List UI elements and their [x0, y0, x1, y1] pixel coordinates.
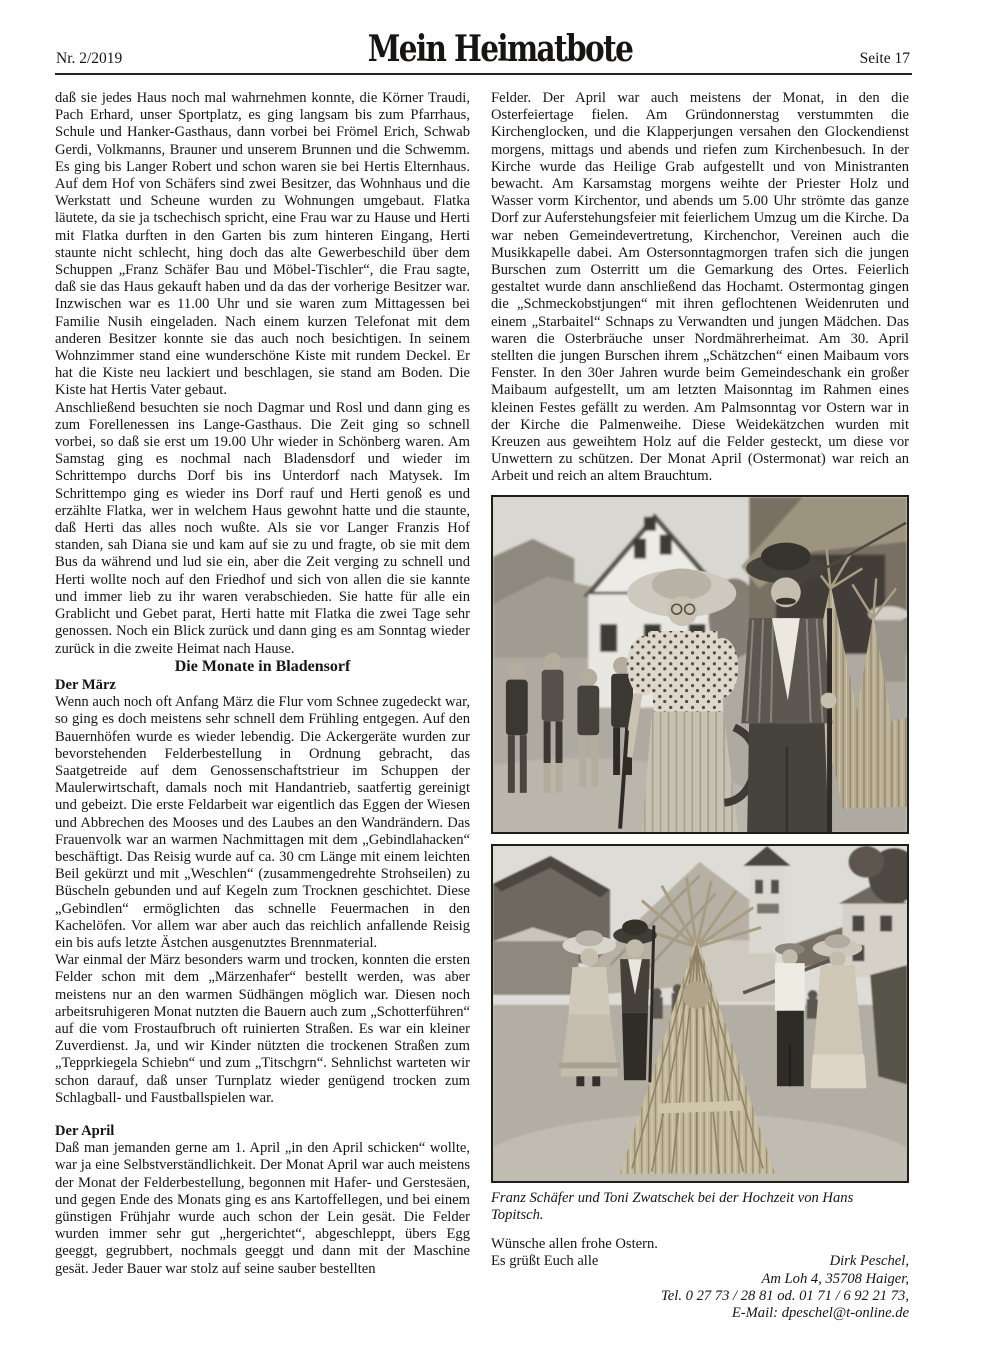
photo-caption: Franz Schäfer und Toni Zwatschek bei der Hochzeit von Hans Topitsch. [491, 1189, 854, 1223]
body-paragraph: Felder. Der April war auch meistens der Monat, in den die Osterfeiertage fielen. Am Gründonnerstag verstummten die Kirchenglocken, und die Klapperjungen versahen den Glockendienst morgens, mittags und abends und riefen zum Kirchenbesuch. In der Kirche wurde das Heilige Grab aufgestellt und von Ministranten bewacht. Am Karsamstag morgens weihte der Priester Holz und Wasser vorm Kirchentor, und abends um 5.00 Uhr strömte das ganze Dorf zur Auferstehungsfeier mit feierlichem Umzug um die Kirche. Da war neben Gemeindevertretung, Kirchenchor, Vereinen auch die Musikkapelle dabei. Am Ostersonntagmorgen trafen sich die jungen Burschen zum Osterritt um die Gemarkung des Ortes. Feierlich gestaltet wurde dann anschließend das Hochamt. Ostermontag gingen die „Schmeckobstjungen“ mit ihren geflochtenen Weidenruten und einem „Starbaitel“ Schnaps zu Verwandten und jungen Mädchen. Das waren die Osterbräuche unser Nordmährerheimat. Am 30. April stellten die jungen Burschen ihrem „Schätzchen“ einen Maibaum vors Fenster. In den 30er Jahren wurde beim Gemeindeschank ein großer Maibaum aufgestellt, um am letzten Maisonntag im Rahmen eines kleinen Festes gefällt zu werden. Am Palmsonntag vor Ostern war in der Kirche die Palmenweihe. Diese Weidekätzchen wurden mit Kreuzen aus geweihtem Holz auf die Felder gesteckt, um diese vor Unwettern zu schützen. Der Monat April (Ostermonat) war reich an Arbeit und reich an altem Brauchtum. [491, 90, 909, 485]
photo-straw-figure-procession [491, 844, 909, 1183]
signature-phone: Tel. 0 27 73 / 28 81 od. 01 71 / 6 92 21 73, [661, 1287, 909, 1304]
left-couple [559, 920, 657, 1087]
left-column [55, 90, 470, 1278]
signature-email: E-Mail: dpeschel@t-online.de [731, 1305, 909, 1322]
subheading-march: Der März [55, 676, 116, 693]
signature-name: Dirk Peschel, [829, 1253, 909, 1270]
body-paragraph: Wenn auch noch oft Anfang März die Flur vom Schnee zugedeckt war, so ging es doch meistens sehr schnell dem Frühling entgegen. Auf den Bauernhöfen wurde es wieder lebendig. Die Ackergeräte wurden zur bevorstehenden Felderbestellung in Ordnung gebracht, das Saatgetreide auf dem Genossenschaftstrieur im Schuppen der Maulerwirtschaft, damals noch mit Handantrieb, saatfertig gereinigt und gebeizt. Die erste Feldarbeit war eigentlich das Eggen der Wiesen und Abbrechen des Mooses und des Laubes an den Wandrändern. Das Frauenvolk war an warmen Nachmittagen mit dem „Gebindlahacken“ beschäftigt. Das Reisig wurde auf ca. 30 cm Länge mit einem leichten Beil gekürzt und mit „Weschlen“ (zusammengedrehte Strohseilen) zu Büscheln gebunden und auf Kegeln zum Trocknen geschichtet. Diese „Gebindlen“ ermöglichten das schnelle Feuermachen in den Kachelöfen. Vor allem war aber auch das reichlich anfallende Reisig ein bis aufs letzte Ästchen ausgenutztes Brennmaterial. [55, 694, 470, 951]
issue-number: Nr. 2/2019 [56, 50, 123, 67]
photo-wedding-procession-image [491, 495, 909, 835]
signature-block [491, 1271, 909, 1323]
body-paragraph: War einmal der März besonders warm und trocken, konnten die ersten Felder schon mit dem „Märzenhafer“ bestellt werden, was aber meistens nur an den warmen Südhängen möglich war. Diesen noch arbeitsruhigeren Monat nutzten die Bauern auch zum „Schotterführen“ auf die vom Frostaufbruch oft ruinierten Straßen. Es war ein kleiner Zuverdienst. Ja, und wir Kinder nützten die trockenen Straßen zum „Tepprkiegela Schiebn“ und zum „Titschgrn“. Sehnlichst warteten wir schon darauf, daß unser Turnplatz wieder genügend trocken zum Schlagball- und Faustballspielen war. [55, 952, 470, 1106]
signature-row [491, 1253, 909, 1270]
page-number: Seite 17 [859, 50, 910, 67]
section-title: Die Monate in Bladensorf [174, 657, 351, 675]
masthead-title: Mein Heimatbote [367, 28, 633, 70]
subheading-april: Der April [55, 1122, 115, 1139]
header-rule [55, 73, 912, 75]
body-paragraph: Daß man jemanden gerne am 1. April „in den April schicken“ wollte, war ja eine Selbstverständlichkeit. Der Monat April war auch meistens der Monat der Felderbestellung, begonnen mit Hafer- und Gerstesäen, und gegen Ende des Monats ging es ans Kartoffellegen, und bei einem günstigen Frühjahr wurde auch schon der Lein gesät. Die Felder wurden immer sehr gut „hergerichtet“, abgeschleppt, übers Egg geeggt, gegrubbert, nochmals geeggt und dann mit der Maschine gesät. Jeder Bauer war stolz auf seine sauber bestellten [55, 1140, 470, 1277]
body-paragraph: daß sie jedes Haus noch mal wahrnehmen konnte, die Körner Traudi, Pach Erhard, unser Sportplatz, es ging langsam bis zum Pfarrhaus, Schule und Hanker-Gasthaus, dann vorbei bei Frömel Erich, Schwab Gerdi, Volkmanns, Brauner und unserem Brunnen und die Schwemm. Es ging bis Langer Robert und schon waren sie bei Hertis Elternhaus. Auf dem Hof von Schäfers sind zwei Besitzer, das Wohnhaus und die Werkstatt und Scheune wurden zu Wohnungen umgebaut. Flatka läutete, da sie ja tschechisch spricht, eine Frau war zu Hause und Herti mit Flatka durften in den Garten bis zum hinteren Eingang, Herti staunte nicht schlecht, hing doch das alte Gewerbeschild über dem Schuppen „Franz Schäfer Bau und Möbel-Tischler“, die Frau sagte, daß sie das Haus gekauft haben und da das der vorherige Besitzer war. Inzwischen war es 11.00 Uhr und sie waren zum Mittagessen bei Familie Nusih eingeladen. Nach einem kurzen Telefonat mit dem anderen Besitzer konnte sie das auch noch besichtigen. In seinem Wohnzimmer stand eine wunderschöne Kiste mit rundem Deckel. Er hat die Kiste neu lackiert und beschlagen, sie stand am Boden. Die Kiste hat Hertis Vater gebaut. [55, 90, 470, 399]
easter-wish: Wünsche allen frohe Ostern. [491, 1236, 658, 1253]
photo-wedding-procession [491, 495, 909, 835]
photo-straw-figure-image [491, 844, 909, 1183]
right-column [491, 90, 909, 1322]
greeting-text: Es grüßt Euch alle [491, 1253, 599, 1270]
signature-address: Am Loh 4, 35708 Haiger, [761, 1270, 909, 1287]
body-paragraph: Anschließend besuchten sie noch Dagmar und Rosl und dann ging es zum Forellenessen ins Lange-Gasthaus. Die Zeit ging so schnell vorbei, so daß sie erst um 19.00 Uhr wieder in Schönberg waren. Am Samstag ging es nochmal nach Bladensdorf und wieder im Schrittempo durchs Dorf bis ins Unterdorf nach Matysek. Im Schrittempo ging es wieder ins Dorf rauf und Herti genoß es und erzählte Flatka, wer in welchem Haus gewohnt hatte und die staunte, daß Herti das alles noch wußte. Als sie vor Langer Franzis Hof standen, sah Diana sie und kam auf sie zu und fragte, ob sie mit dem Bus da während und lud sie ein, aber die Zeit verging zu schnell und Herti wollte noch auf den Friedhof und sich von allen die sie kannte und immer lieb zu ihr waren verabschieden. Sie hatte für alle ein Grablicht und Gebet parat, Herti hatte mit Flatka die zwei Tage sehr genossen. Noch ein Blick zurück und dann ging es am Sonntag wieder zurück in die zweite Heimat nach Hause. [55, 399, 470, 657]
